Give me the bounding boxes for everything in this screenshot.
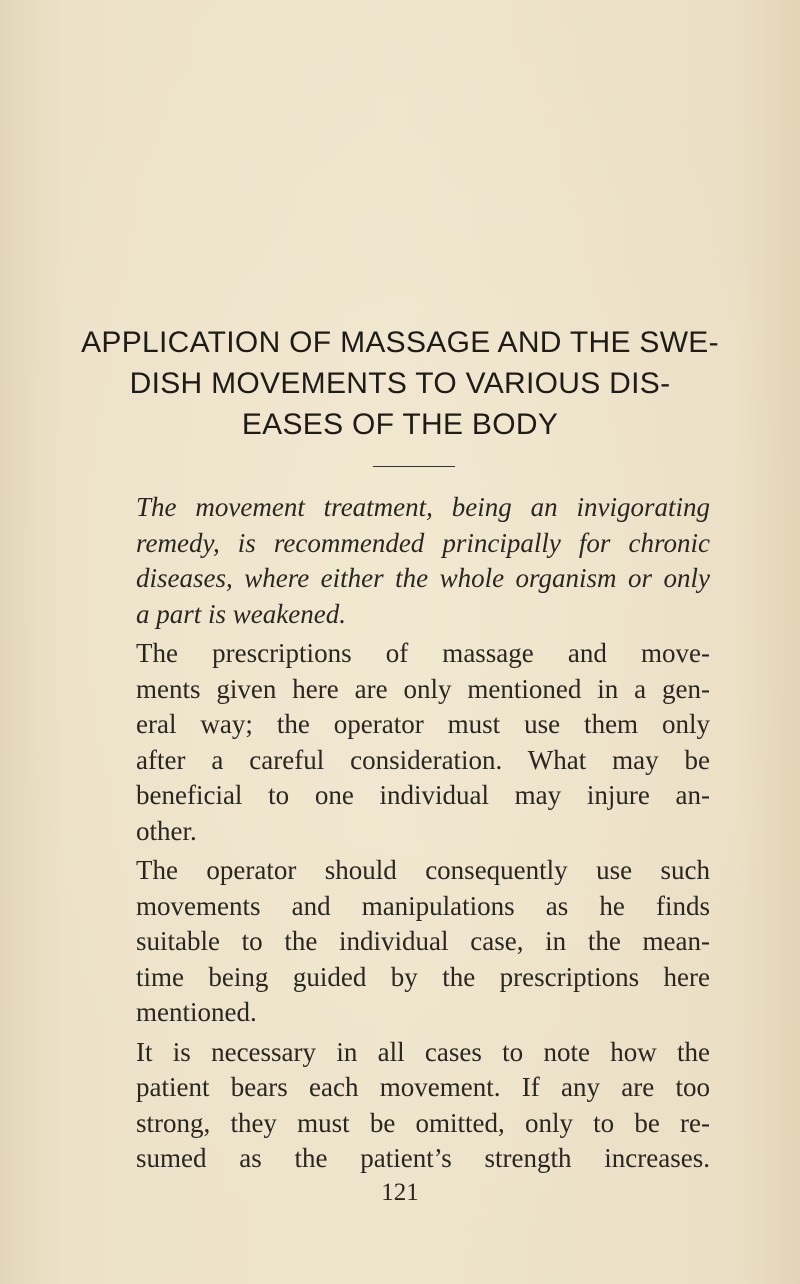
text-line: mentioned. — [136, 997, 257, 1027]
page-number: 121 — [381, 1178, 419, 1206]
text-line: The movement treatment, being an invigorating — [136, 492, 710, 522]
text-line: sumed as the patient’s strength increases. — [136, 1143, 710, 1173]
text-line: after a careful consideration. What may be — [136, 744, 710, 775]
text-line: other. — [136, 815, 197, 846]
text-line: eral way; the operator must use them only — [136, 709, 710, 739]
text-line: time being guided by the prescriptions here — [136, 961, 710, 992]
text-line: movements and manipulations as he finds — [136, 890, 710, 921]
text-line: patient bears each movement. If any are too — [136, 1072, 710, 1102]
text-line: It is necessary in all cases to note how the — [136, 1036, 710, 1067]
text-line: The operator should consequently use such — [136, 855, 710, 885]
text-line: suitable to the individual case, in the mean- — [136, 926, 710, 956]
text-line: strong, they must be omitted, only to be re- — [136, 1107, 710, 1138]
text-line: beneficial to one individual may injure an- — [136, 780, 710, 810]
text-line: a part is weakened. — [136, 598, 346, 629]
section-divider-rule — [373, 466, 455, 467]
text-line: diseases, where either the whole organism or only — [136, 563, 710, 593]
chapter-heading-line-1: APPLICATION OF MASSAGE AND THE SWE- — [81, 326, 719, 359]
text-line: ments given here are only mentioned in a gen- — [136, 673, 710, 704]
chapter-heading-line-3: EASES OF THE BODY — [241, 408, 559, 441]
text-line: The prescriptions of massage and move- — [136, 638, 710, 668]
text-line: remedy, is recommended principally for chronic — [136, 527, 710, 558]
chapter-heading-line-2: DISH MOVEMENTS TO VARIOUS DIS- — [129, 367, 671, 400]
